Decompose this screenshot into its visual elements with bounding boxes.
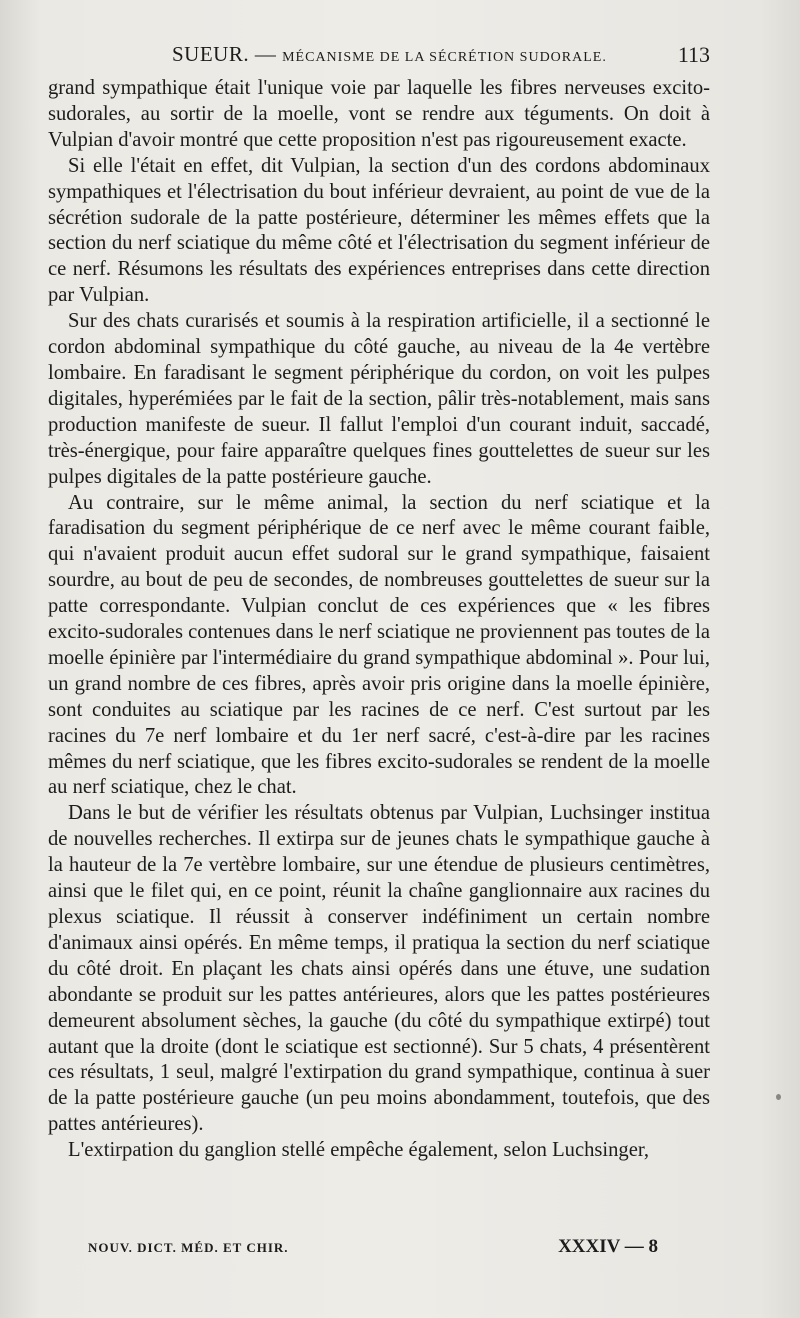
running-title (172, 42, 607, 67)
paragraph-5: Dans le but de vérifier les résultats obtenus par Vulpian, Luchsinger institua de nouvelles recherches. Il extirpa sur de jeunes chats le sympathique gauche à la hauteur de la 7e vertèbre lombaire, sur une étendue de plusieurs centimètres, ainsi que le filet qui, en ce point, réunit la chaîne ganglionnaire aux racines du plexus sciatique. Il réussit à conserver indéfiniment un certain nombre d'animaux ainsi opérés. En même temps, il pratiqua la section du nerf sciatique du côté droit. En plaçant les chats ainsi opérés dans une étuve, une sudation abondante se produit sur les pattes antérieures, alors que les pattes postérieures demeurent absolument sèches, la gauche (du côté du sympathique extirpé) tout autant que la droite (dont le sciatique est sectionné). Sur 5 chats, 4 présentèrent ces résultats, 1 seul, malgré l'extirpation du grand sympathique, continua à suer de la patte postérieure gauche (un peu moins abondamment, toutefois, que des pattes antérieures). (48, 802, 710, 1136)
running-header (42, 38, 710, 72)
body-text (48, 76, 710, 1164)
page-number: 113 (677, 42, 710, 67)
paragraph-4: Au contraire, sur le même animal, la section du nerf sciatique et la faradisation du segment périphérique de ce nerf avec le même courant faible, qui n'avaient produit aucun effet sudoral sur le grand sympathique, faisaient sourdre, au bout de peu de secondes, de nombreuses gouttelettes de sueur sur la patte correspondante. Vulpian conclut de ces expériences que « les fibres excito-sudorales contenues dans le nerf sciatique ne proviennent pas toutes de la moelle épinière par l'intermédiaire du grand sympathique abdominal ». Pour lui, un grand nombre de ces fibres, après avoir pris origine dans la moelle épinière, sont conduites au sciatique par les racines de ce nerf. C'est surtout par les racines du 7e nerf lombaire et du 1er nerf sacré, c'est-à-dire par les racines mêmes du nerf sciatique, que les fibres excito-sudorales se rendent de la moelle au nerf sciatique, chez le chat. (48, 491, 710, 799)
paper-speck (776, 1094, 781, 1100)
running-title-sub: MÉCANISME DE LA SÉCRÉTION SUDORALE. (282, 50, 607, 65)
signature-mark: NOUV. DICT. MÉD. ET CHIR. (88, 1240, 289, 1255)
page-footer (88, 1236, 658, 1260)
paragraph-1: grand sympathique était l'unique voie par laquelle les fibres nerveuses excito-sudorales, au sortir de la moelle, vont se rendre aux téguments. On doit à Vulpian d'avoir montré que cette proposition n'est pas rigoureusement exacte. (48, 77, 710, 151)
paragraph-2: Si elle l'était en effet, dit Vulpian, la section d'un des cordons abdominaux sympathiques et l'électrisation du bout inférieur devraient, au point de vue de la sécrétion sudorale de la patte postérieure, déterminer les mêmes effets que la section du nerf sciatique du même côté et l'électrisation du segment inférieur de ce nerf. Résumons les résultats des expériences entreprises dans cette direction par Vulpian. (48, 154, 710, 307)
quire-mark: XXXIV — 8 (558, 1236, 658, 1257)
paragraph-3: Sur des chats curarisés et soumis à la respiration artificielle, il a sectionné le cordon abdominal sympathique du côté gauche, au niveau de la 4e vertèbre lombaire. En faradisant le segment périphérique du cordon, on voit les pulpes digitales, hyperémiées par le fait de la section, pâlir très-notablement, mais sans production manifeste de sueur. Il fallut l'emploi d'un courant induit, saccadé, très-énergique, pour faire apparaître quelques fines gouttelettes de sueur sur les pulpes digitales de la patte postérieure gauche. (48, 310, 710, 488)
paragraph-6: L'extirpation du ganglion stellé empêche également, selon Luchsinger, (68, 1139, 650, 1162)
running-title-main: SUEUR. — (172, 42, 277, 66)
